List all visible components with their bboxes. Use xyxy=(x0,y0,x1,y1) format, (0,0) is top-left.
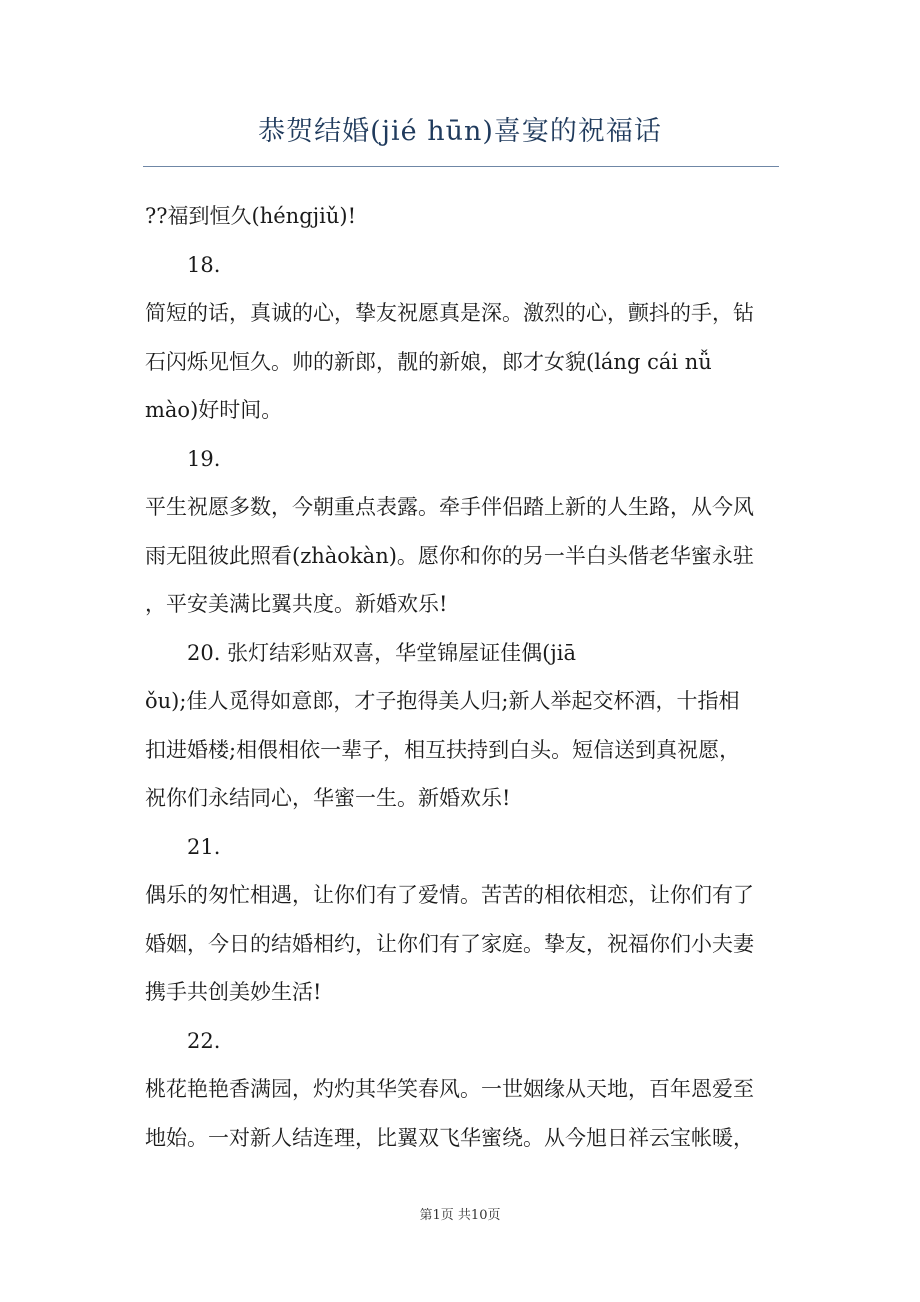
text-line: 地始。一对新人结连理，比翼双飞华蜜绕。从今旭日祥云宝帐暖， xyxy=(145,1125,754,1150)
text-line: ǒu);佳人觅得如意郎，才子抱得美人归;新人举起交杯酒，十指相 xyxy=(145,689,740,713)
text-line: 婚姻，今日的结婚相约，让你们有了家庭。挚友，祝福你们小夫妻 xyxy=(145,931,754,956)
text-line: 18. xyxy=(187,252,221,277)
text-line: mào)好时间。 xyxy=(145,398,283,422)
text-line: 21. xyxy=(187,834,221,859)
text-line: ??福到恒久(héngjiǔ)! xyxy=(145,204,357,228)
text-line: 石闪烁见恒久。帅的新郎，靓的新娘，郎才女貌(láng cái nǚ xyxy=(145,349,712,374)
title-underline xyxy=(143,166,779,167)
text-line: 雨无阻彼此照看(zhàokàn)。愿你和你的另一半白头偕老华蜜永驻 xyxy=(145,543,754,568)
text-line: 平生祝愿多数，今朝重点表露。牵手伴侣踏上新的人生路，从今风 xyxy=(145,495,754,519)
text-line: 19. xyxy=(187,446,221,471)
text-line: 简短的话，真诚的心，挚友祝愿真是深。激烈的心，颤抖的手，钻 xyxy=(145,301,754,325)
text-line: 偶乐的匆忙相遇，让你们有了爱情。苦苦的相依相恋，让你们有了 xyxy=(145,883,754,907)
text-line: 祝你们永结同心，华蜜一生。新婚欢乐! xyxy=(145,786,511,810)
text-line: ，平安美满比翼共度。新婚欢乐! xyxy=(145,592,448,616)
text-line: 22. xyxy=(187,1028,221,1053)
text-line: 扣进婚楼;相偎相依一辈子，相互扶持到白头。短信送到真祝愿， xyxy=(145,737,741,762)
text-line: 桃花艳艳香满园，灼灼其华笑春风。一世姻缘从天地，百年恩爱至 xyxy=(145,1077,754,1101)
text-line: 20. 张灯结彩贴双喜，华堂锦屋证佳偶(jiā xyxy=(187,640,577,665)
page-footer: 第1页 共10页 xyxy=(419,1208,501,1223)
text-line: 携手共创美妙生活! xyxy=(145,980,322,1004)
document-body xyxy=(145,192,777,1162)
document-title: 恭贺结婚(jié hūn)喜宴的祝福话 xyxy=(258,116,662,147)
